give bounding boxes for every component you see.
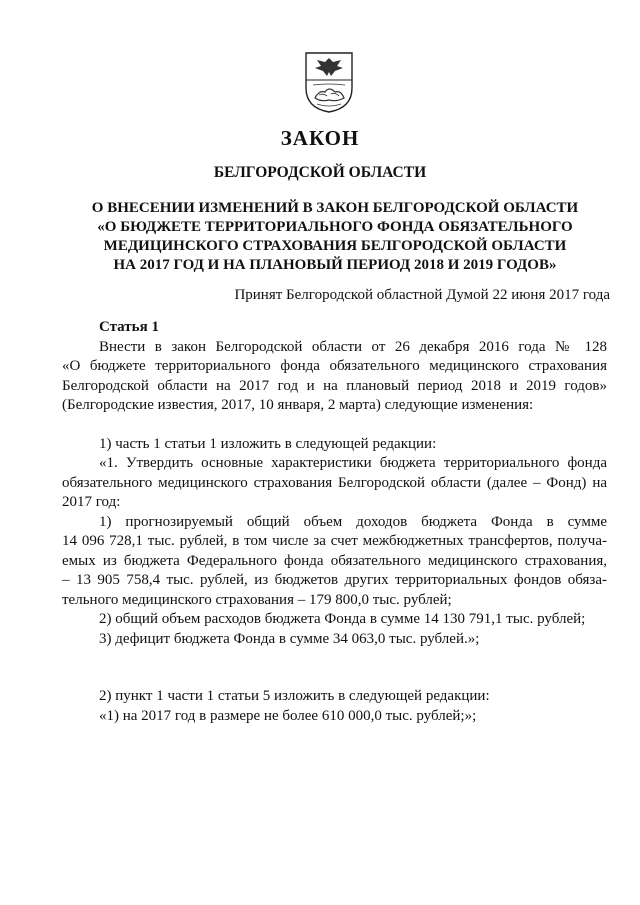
article-title: Статья 1 [99, 319, 159, 335]
item-lead: 2) пункт 1 части 1 статьи 5 изложить в следующей редакции: [99, 688, 490, 704]
paragraph-line: «О бюджете территориального фонда обязательного медицинского страхования [62, 358, 607, 374]
paragraph-line: емых из бюджета Федерального фонда обязательного медицинского страхования, [62, 552, 607, 569]
paragraph-line: 2017 год: [62, 494, 121, 510]
document-body [62, 318, 607, 726]
coat-of-arms-emblem [303, 50, 355, 114]
document-subtitle: БЕЛГОРОДСКОЙ ОБЛАСТИ [213, 164, 427, 181]
paragraph-line: Внести в закон Белгородской области от 26 декабря 2016 года № 128 [99, 338, 607, 355]
heading-line: О ВНЕСЕНИИ ИЗМЕНЕНИЙ В ЗАКОН БЕЛГОРОДСКОЙ ОБЛАСТИ [91, 200, 579, 216]
heading-line: МЕДИЦИНСКОГО СТРАХОВАНИЯ БЕЛГОРОДСКОЙ ОБЛАСТИ [103, 238, 567, 254]
paragraph-line: «1) на 2017 год в размере не более 610 000,0 тыс. рублей;»; [99, 707, 477, 724]
paragraph-line: 1) прогнозируемый общий объем доходов бюджета Фонда в сумме [99, 513, 607, 530]
paragraph-line: (Белгородские известия, 2017, 10 января, 2 марта) следующие изменения: [62, 397, 534, 413]
paragraph-line: – 13 905 758,4 тыс. рублей, из бюджетов других территориальных фондов обяза- [62, 572, 607, 588]
document-title: ЗАКОН [280, 126, 360, 150]
paragraph-line: 14 096 728,1 тыс. рублей, в том числе за счет межбюджетных трансфертов, получа- [62, 533, 607, 549]
paragraph-line: Белгородской области на 2017 год и на плановый период 2018 и 2019 годов» [62, 377, 607, 394]
item-lead: 1) часть 1 статьи 1 изложить в следующей редакции: [99, 435, 437, 452]
heading-line: НА 2017 ГОД И НА ПЛАНОВЫЙ ПЕРИОД 2018 И 2019 ГОДОВ» [113, 257, 557, 273]
paragraph-line: «1. Утвердить основные характеристики бюджета территориального фонда [99, 455, 607, 471]
paragraph-line: тельного медицинского страхования – 179 800,0 тыс. рублей; [62, 591, 452, 608]
law-heading [60, 199, 610, 275]
paragraph-line: 2) общий объем расходов бюджета Фонда в сумме 14 130 791,1 тыс. рублей; [99, 611, 586, 627]
paragraph-line: обязательного медицинского страхования Белгородской области (далее – Фонд) на [62, 474, 607, 491]
paragraph-line: 3) дефицит бюджета Фонда в сумме 34 063,0 тыс. рублей.»; [99, 630, 480, 647]
adoption-note: Принят Белгородской областной Думой 22 июня 2017 года [234, 287, 610, 303]
heading-line: «О БЮДЖЕТЕ ТЕРРИТОРИАЛЬНОГО ФОНДА ОБЯЗАТЕЛЬНОГО [97, 219, 573, 235]
